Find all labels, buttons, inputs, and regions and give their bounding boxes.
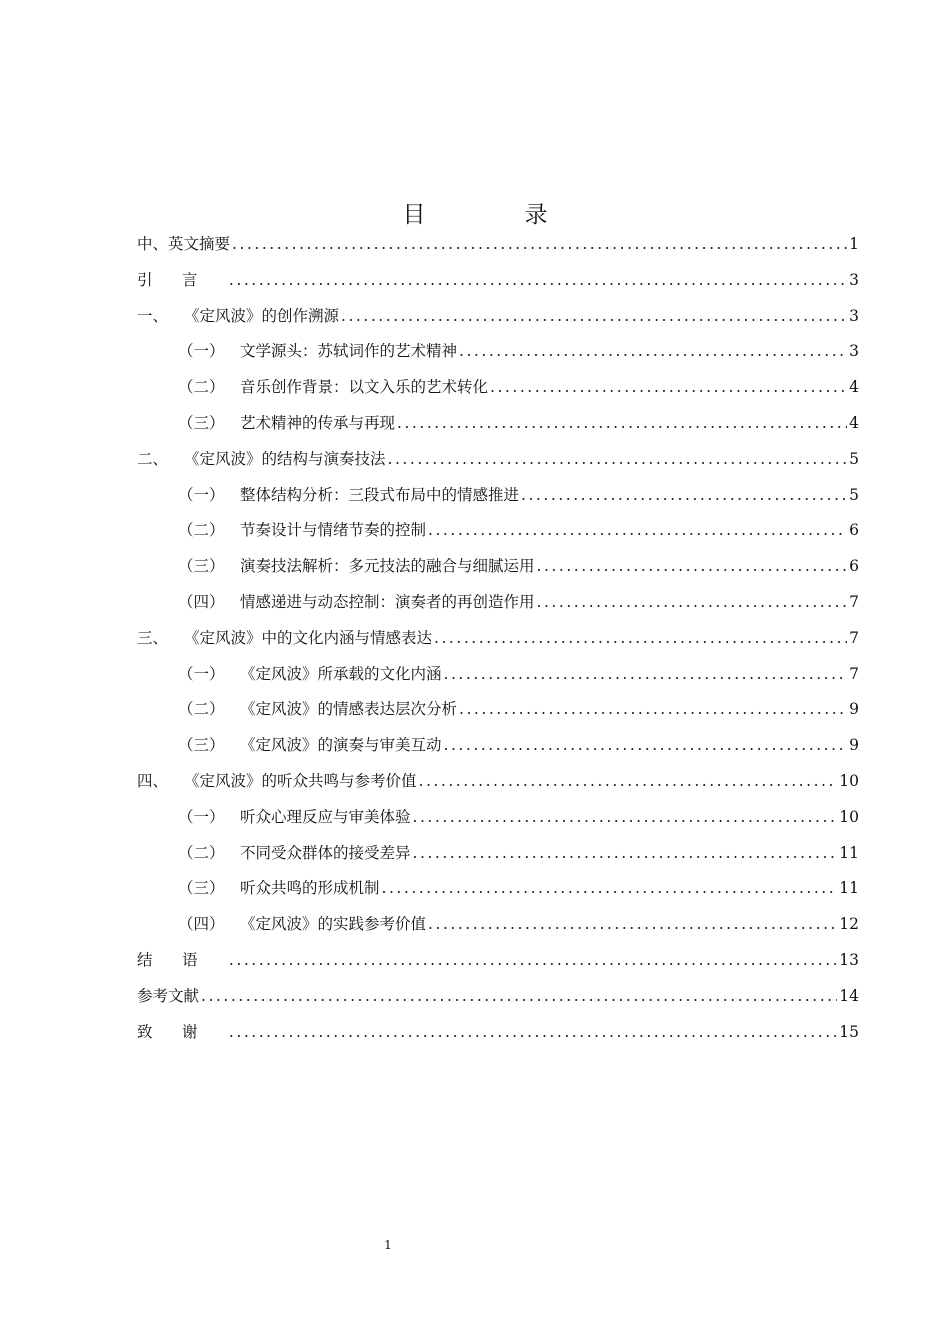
page-number: 1 <box>384 1238 392 1252</box>
toc-entry-number: （二） <box>178 843 225 862</box>
toc-entry-number: （二） <box>178 378 225 397</box>
toc-entry-page: 6 <box>849 521 859 540</box>
toc-entry-label: 《定风波》的结构与演奏技法 <box>184 449 386 468</box>
toc-entry[interactable] <box>137 626 859 662</box>
toc-title: 目 录 <box>402 202 586 228</box>
dot-leader <box>459 700 847 718</box>
toc-entry-page: 14 <box>839 986 859 1005</box>
toc-entry-label: 艺术精神的传承与再现 <box>240 413 396 432</box>
toc-entry-page: 11 <box>839 879 859 898</box>
toc-subentry[interactable] <box>137 339 859 375</box>
toc-entry-page: 7 <box>849 628 859 647</box>
toc-entry-page: 10 <box>839 807 859 826</box>
toc-entry[interactable] <box>137 984 859 1020</box>
toc-entry-page: 10 <box>839 771 859 790</box>
toc-entry-label: 不同受众群体的接受差异 <box>240 843 411 862</box>
dot-leader <box>419 772 838 790</box>
toc-entry-label: 《定风波》所承载的文化内涵 <box>240 664 442 683</box>
toc-entry-label: 《定风波》的听众共鸣与参考价值 <box>184 771 417 790</box>
table-of-contents <box>137 232 859 1055</box>
dot-leader <box>229 1023 837 1041</box>
toc-subentry[interactable] <box>137 841 859 877</box>
toc-entry-number: （一） <box>178 485 225 504</box>
toc-entry[interactable] <box>137 948 859 984</box>
toc-entry-label: 文学源头：苏轼词作的艺术精神 <box>240 342 458 361</box>
toc-entry-label: 引言 <box>137 270 227 289</box>
toc-entry-label: 结语 <box>137 950 227 969</box>
toc-subentry[interactable] <box>137 876 859 912</box>
toc-subentry[interactable] <box>137 375 859 411</box>
toc-subentry[interactable] <box>137 662 859 698</box>
toc-entry-number: （三） <box>178 413 225 432</box>
toc-entry-number: （三） <box>178 736 225 755</box>
dot-leader <box>434 629 847 647</box>
toc-entry-label: 听众共鸣的形成机制 <box>240 879 380 898</box>
toc-entry-label: 情感递进与动态控制：演奏者的再创造作用 <box>240 592 535 611</box>
toc-entry-number: （三） <box>178 557 225 576</box>
toc-entry-page: 3 <box>849 306 859 325</box>
toc-entry-number: （二） <box>178 700 225 719</box>
toc-entry[interactable] <box>137 268 859 304</box>
toc-entry-page: 6 <box>849 557 859 576</box>
toc-entry-page: 3 <box>849 270 859 289</box>
dot-leader <box>444 736 848 754</box>
toc-entry-page: 7 <box>849 664 859 683</box>
toc-entry-number: 三、 <box>137 628 169 647</box>
toc-entry[interactable] <box>137 1020 859 1056</box>
dot-leader <box>388 450 848 468</box>
toc-entry[interactable] <box>137 304 859 340</box>
toc-entry[interactable] <box>137 769 859 805</box>
toc-entry-page: 9 <box>849 736 859 755</box>
toc-entry-number: （一） <box>178 807 225 826</box>
toc-subentry[interactable] <box>137 411 859 447</box>
toc-entry-number: （四） <box>178 592 225 611</box>
dot-leader <box>413 844 838 862</box>
toc-subentry[interactable] <box>137 805 859 841</box>
toc-entry-page: 1 <box>849 235 859 253</box>
toc-entry-number: 四、 <box>137 771 169 790</box>
dot-leader <box>229 271 847 289</box>
dot-leader <box>490 378 847 396</box>
dot-leader <box>382 879 838 897</box>
toc-entry-label: 《定风波》中的文化内涵与情感表达 <box>184 628 433 647</box>
toc-subentry[interactable] <box>137 518 859 554</box>
toc-entry-label: 整体结构分析：三段式布局中的情感推进 <box>240 485 520 504</box>
toc-entry-label: 音乐创作背景：以文入乐的艺术转化 <box>240 378 489 397</box>
toc-entry-label: 中、英文摘要 <box>137 235 231 253</box>
toc-entry-page: 5 <box>849 449 859 468</box>
toc-entry-label: 《定风波》的创作溯源 <box>184 306 340 325</box>
toc-subentry[interactable] <box>137 733 859 769</box>
toc-entry-page: 5 <box>849 485 859 504</box>
toc-entry-page: 3 <box>849 342 859 361</box>
toc-entry-page: 9 <box>849 700 859 719</box>
dot-leader <box>537 557 848 575</box>
toc-entry-number: （二） <box>178 521 225 540</box>
dot-leader <box>428 915 837 933</box>
toc-subentry[interactable] <box>137 590 859 626</box>
toc-entry-number: （四） <box>178 915 225 934</box>
dot-leader <box>232 235 847 253</box>
dot-leader <box>521 486 847 504</box>
dot-leader <box>428 521 847 539</box>
toc-entry-number: （一） <box>178 342 225 361</box>
toc-subentry[interactable] <box>137 912 859 948</box>
toc-entry-page: 7 <box>849 592 859 611</box>
dot-leader <box>413 808 838 826</box>
toc-entry-page: 4 <box>849 413 859 432</box>
toc-entry-page: 13 <box>839 950 859 969</box>
toc-entry-page: 15 <box>839 1022 859 1041</box>
toc-entry-label: 《定风波》的情感表达层次分析 <box>240 700 458 719</box>
toc-entry[interactable] <box>137 232 859 268</box>
toc-entry-label: 演奏技法解析：多元技法的融合与细腻运用 <box>240 557 535 576</box>
toc-subentry[interactable] <box>137 554 859 590</box>
toc-entry-label: 《定风波》的演奏与审美互动 <box>240 736 442 755</box>
toc-entry-page: 4 <box>849 378 859 397</box>
toc-entry[interactable] <box>137 447 859 483</box>
toc-entry-label: 参考文献 <box>137 986 200 1005</box>
toc-entry-number: 一、 <box>137 306 169 325</box>
dot-leader <box>459 342 847 360</box>
dot-leader <box>341 307 847 325</box>
toc-entry-label: 听众心理反应与审美体验 <box>240 807 411 826</box>
toc-entry-page: 12 <box>839 915 859 934</box>
dot-leader <box>229 951 837 969</box>
toc-entry-number: 二、 <box>137 449 169 468</box>
dot-leader <box>397 414 847 432</box>
toc-subentry[interactable] <box>137 483 859 519</box>
toc-entry-label: 致谢 <box>137 1022 227 1041</box>
dot-leader <box>444 665 848 683</box>
toc-entry-page: 11 <box>839 843 859 862</box>
toc-subentry[interactable] <box>137 697 859 733</box>
toc-entry-number: （三） <box>178 879 225 898</box>
toc-entry-number: （一） <box>178 664 225 683</box>
dot-leader <box>537 593 848 611</box>
toc-entry-label: 《定风波》的实践参考价值 <box>240 915 427 934</box>
dot-leader <box>201 987 837 1005</box>
toc-entry-label: 节奏设计与情绪节奏的控制 <box>240 521 427 540</box>
